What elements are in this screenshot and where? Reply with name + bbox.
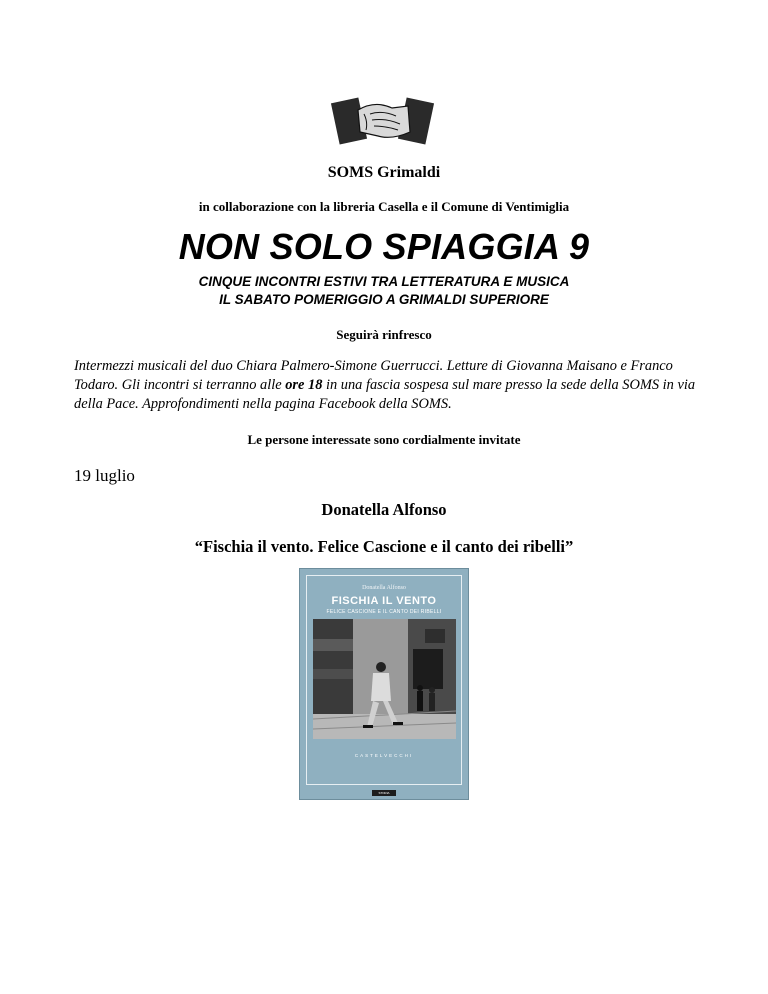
collaboration-line: in collaborazione con la libreria Casella e il Comune di Ventimiglia xyxy=(198,199,570,214)
meeting-date: 19 luglio xyxy=(74,466,135,485)
invitation-line: Le persone interessate sono cordialmente invitate xyxy=(247,432,521,447)
cover-author: Donatella Alfonso xyxy=(362,585,406,591)
intro-time: ore 18 xyxy=(285,377,323,393)
intro-paragraph xyxy=(74,357,704,414)
subtitle-line-1: CINQUE INCONTRI ESTIVI TRA LETTERATURA E MUSICA xyxy=(198,274,570,289)
cover-series-label: STORIA xyxy=(372,790,396,796)
book-cover-image xyxy=(299,568,469,800)
cover-publisher: CASTELVECCHI xyxy=(354,753,414,758)
subtitle-line-2: IL SABATO POMERIGGIO A GRIMALDI SUPERIORE xyxy=(219,292,549,307)
event-subtitle xyxy=(0,273,768,309)
cover-title: FISCHIA IL VENTO xyxy=(331,595,437,607)
handshake-icon xyxy=(330,92,435,148)
organization-name: SOMS Grimaldi xyxy=(327,164,441,181)
meeting-author: Donatella Alfonso xyxy=(321,500,447,519)
intro-part-2: in una fascia sospesa sul mare presso la sede della SOMS in via della Pace. Approfondimenti nella pagina Facebook della SOMS. xyxy=(74,377,696,412)
meeting-book-title: “Fischia il vento. Felice Cascione e il canto dei ribelli” xyxy=(194,537,574,556)
cover-subtitle: FELICE CASCIONE E IL CANTO DEI RIBELLI xyxy=(326,609,442,615)
cover-photo xyxy=(313,619,456,739)
refreshment-note: Seguirà rinfresco xyxy=(336,327,432,342)
event-title: NON SOLO SPIAGGIA 9 xyxy=(178,226,590,267)
intro-part-1: Intermezzi musicali del duo Chiara Palmero-Simone Guerrucci. Letture di Giovanna Maisano e Franco Todaro. Gli incontri si terranno alle xyxy=(74,358,673,393)
